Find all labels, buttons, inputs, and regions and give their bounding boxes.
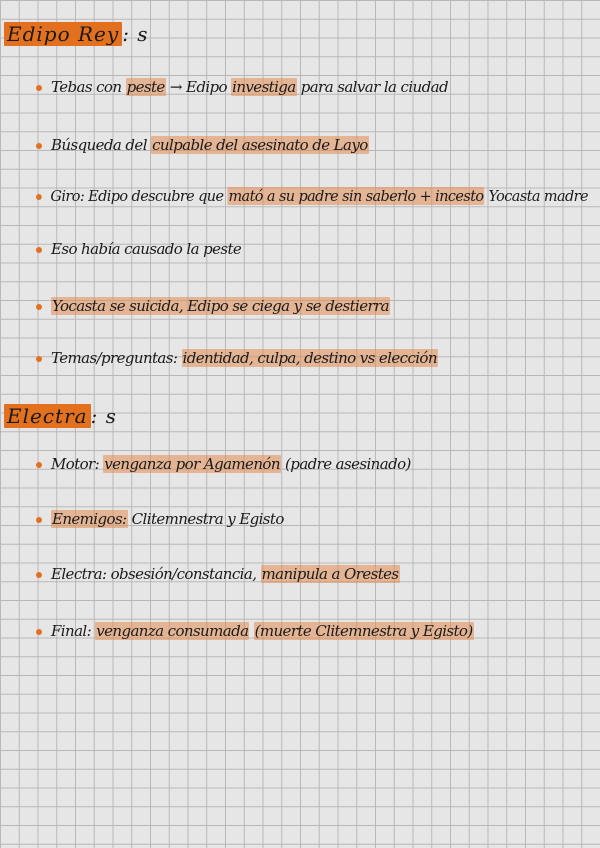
note-text: Eso había causado — [51, 240, 187, 258]
bullet-icon — [36, 629, 42, 635]
note-text: → Edipo — [165, 78, 232, 96]
bullet-icon — [36, 194, 42, 200]
highlighted-text: Yocasta se suicida, Edipo se ciega y se destierra — [52, 297, 390, 315]
note-text: (padre asesinado) — [280, 455, 411, 473]
highlighted-text: Enemigos: — [52, 510, 127, 528]
note-item — [36, 455, 411, 473]
note-item — [36, 136, 369, 154]
bullet-icon — [36, 304, 42, 310]
bullet-icon — [36, 143, 42, 149]
note-item — [36, 297, 390, 315]
note-item — [36, 349, 438, 367]
highlighted-text: peste — [126, 78, 165, 96]
note-text: Tebas con — [51, 78, 126, 96]
note-item — [36, 510, 284, 528]
highlighted-text: (muerte Clitemnestra y Egisto) — [254, 622, 473, 640]
note-text: Giro: Edipo descubre que — [50, 187, 228, 205]
bullet-icon — [36, 572, 42, 578]
section-heading-edipo: Edipo Rey : s — [4, 22, 149, 46]
bullet-icon — [36, 247, 42, 253]
note-text: Motor: — [51, 455, 104, 473]
note-text: Final: — [51, 622, 96, 640]
note-item — [36, 622, 474, 640]
bullet-icon — [36, 517, 42, 523]
highlighted-text: manipula a Orestes — [261, 565, 399, 583]
note-item — [36, 78, 448, 96]
note-text: Electra: obsesión/constancia, — [51, 565, 261, 583]
note-text: Clitemnestra y Egisto — [127, 510, 284, 528]
highlighted-text: venganza por Agamenón — [104, 455, 280, 473]
note-text: para salvar la ciudad — [296, 78, 448, 96]
section-title: Electra — [4, 404, 91, 428]
note-text — [249, 622, 253, 640]
section-heading-electra: Electra : s — [4, 404, 117, 428]
note-text: Búsqueda del — [51, 136, 152, 154]
note-item — [36, 240, 241, 258]
section-title: Edipo Rey — [4, 22, 122, 46]
highlighted-text: culpable del asesinato de Layo — [152, 136, 368, 154]
note-text: Temas/preguntas: — [51, 349, 182, 367]
highlighted-text: venganza consumada — [96, 622, 249, 640]
highlighted-text: investiga — [232, 78, 296, 96]
highlighted-text: mató a su padre sin saberlo + incesto — [228, 187, 484, 205]
bullet-icon — [36, 462, 42, 468]
note-text: Yocasta madre — [484, 187, 588, 205]
note-item — [36, 187, 588, 205]
highlighted-text: identidad, culpa, destino vs elección — [182, 349, 437, 367]
bullet-icon — [36, 85, 42, 91]
note-text: la peste — [186, 240, 242, 258]
bullet-icon — [36, 356, 42, 362]
note-item — [36, 565, 400, 583]
